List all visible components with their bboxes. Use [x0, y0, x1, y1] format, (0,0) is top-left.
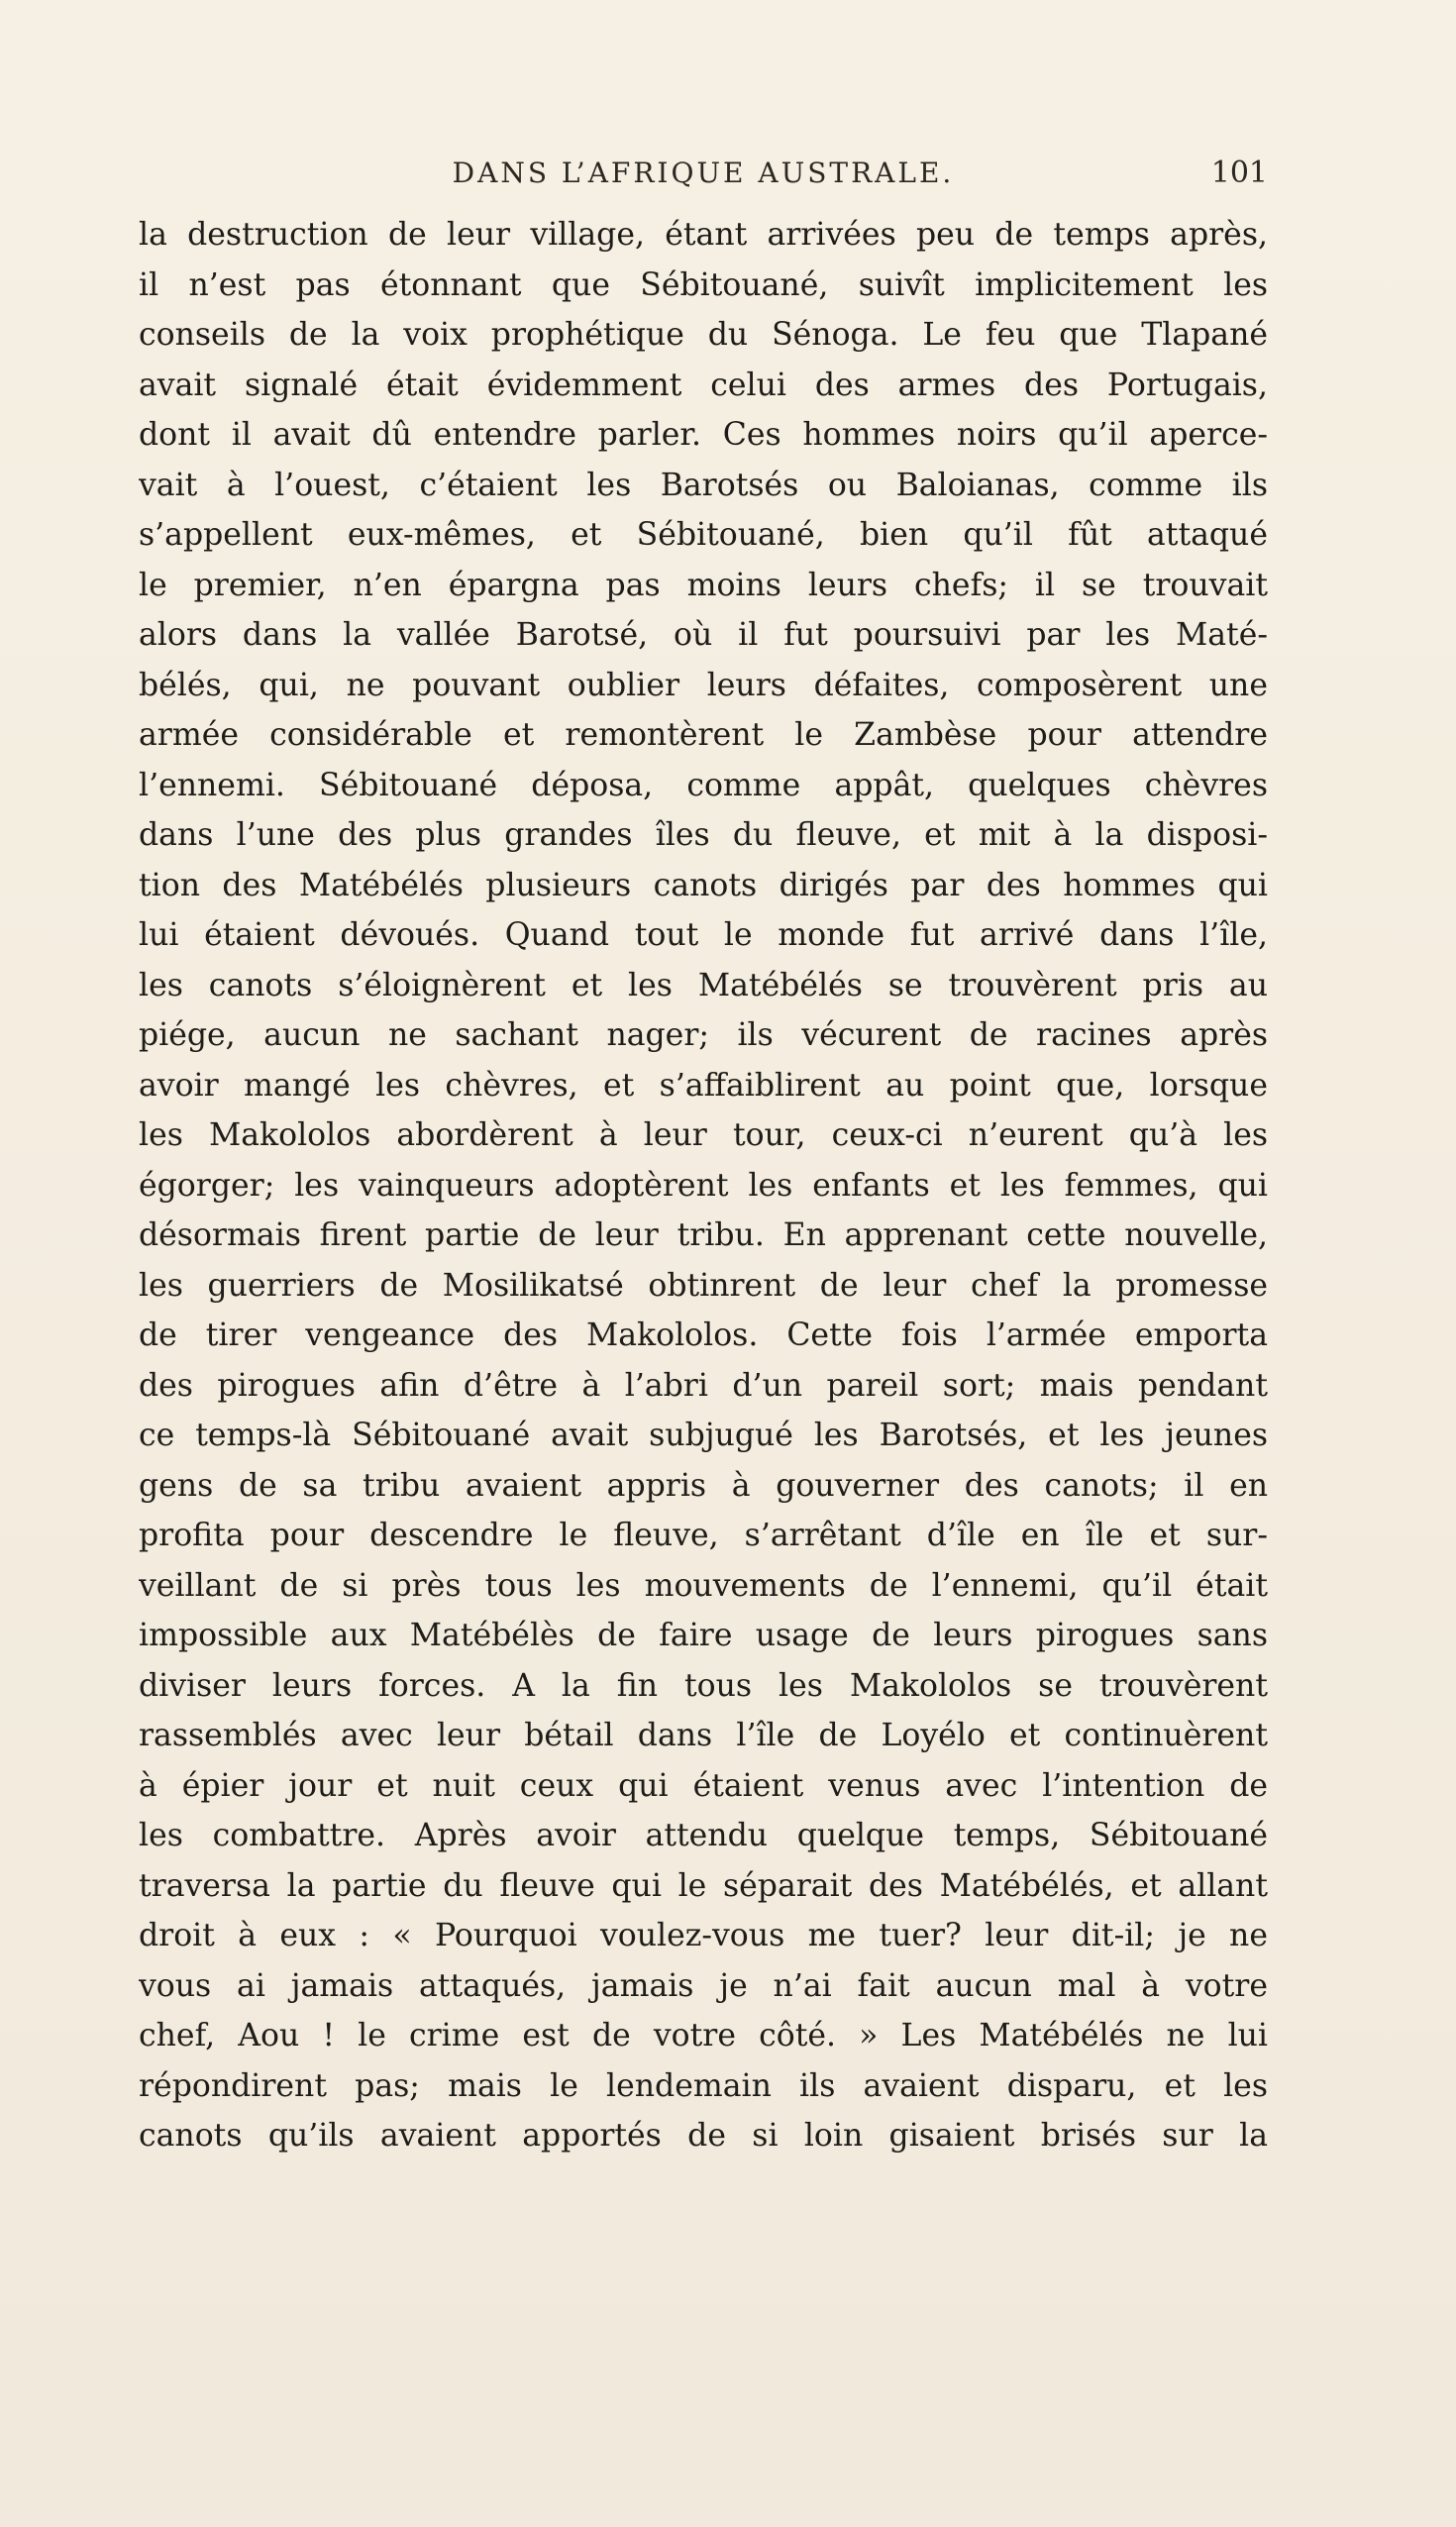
page-number: 101 [1210, 156, 1268, 190]
text-line: à épier jour et nuit ceux qui étaient venus avec l’intention de [139, 1767, 1268, 1804]
text-line: les Makololos abordèrent à leur tour, ceux-ci n’eurent qu’à les [139, 1117, 1268, 1153]
running-head [139, 149, 1268, 198]
text-line: piége, aucun ne sachant nager; ils vécurent de racines après [139, 1017, 1268, 1053]
text-line: bélés, qui, ne pouvant oublier leurs défaites, composèrent une [139, 667, 1268, 703]
text-line: dans l’une des plus grandes îles du fleuve, et mit à la disposi- [139, 817, 1268, 853]
text-line: les combattre. Après avoir attendu quelque temps, Sébitouané [139, 1818, 1268, 1853]
text-line: les canots s’éloignèrent et les Matébélés se trouvèrent pris au [139, 967, 1268, 1003]
text-line: avait signalé était évidemment celui des armes des Portugais, [139, 367, 1268, 403]
text-line: vait à l’ouest, c’étaient les Barotsés ou Baloianas, comme ils [139, 467, 1268, 503]
text-line: avoir mangé les chèvres, et s’affaiblirent au point que, lorsque [139, 1067, 1268, 1104]
text-line: dont il avait dû entendre parler. Ces hommes noirs qu’il aperce- [139, 417, 1268, 453]
text-line: profita pour descendre le fleuve, s’arrêtant d’île en île et sur- [139, 1518, 1268, 1553]
text-line: la destruction de leur village, étant arrivées peu de temps après, [139, 217, 1268, 253]
text-line: conseils de la voix prophétique du Sénoga. Le feu que Tlapané [139, 317, 1268, 353]
text-line: impossible aux Matébélès de faire usage de leurs pirogues sans [139, 1618, 1268, 1653]
text-line: traversa la partie du fleuve qui le séparait des Matébélés, et allant [139, 1867, 1268, 1904]
text-line: gens de sa tribu avaient appris à gouverner des canots; il en [139, 1467, 1268, 1504]
text-line: lui étaient dévoués. Quand tout le monde fut arrivé dans l’île, [139, 917, 1268, 953]
text-line: le premier, n’en épargna pas moins leurs chefs; il se trouvait [139, 567, 1268, 603]
text-line: canots qu’ils avaient apportés de si loin gisaient brisés sur la [139, 2118, 1268, 2154]
text-line: égorger; les vainqueurs adoptèrent les enfants et les femmes, qui [139, 1167, 1268, 1204]
text-line: s’appellent eux-mêmes, et Sébitouané, bien qu’il fût attaqué [139, 517, 1268, 553]
text-line: tion des Matébélés plusieurs canots dirigés par des hommes qui [139, 867, 1268, 903]
text-line: de tirer vengeance des Makololos. Cette fois l’armée emporta [139, 1317, 1268, 1353]
text-line: veillant de si près tous les mouvements de l’ennemi, qu’il était [139, 1567, 1268, 1604]
text-line: désormais firent partie de leur tribu. En apprenant cette nouvelle, [139, 1217, 1268, 1253]
text-line: rassemblés avec leur bétail dans l’île de Loyélo et continuèrent [139, 1718, 1268, 1753]
text-line: droit à eux : « Pourquoi voulez-vous me tuer? leur dit-il; je ne [139, 1918, 1268, 1953]
body-text [139, 210, 1268, 2161]
text-line: l’ennemi. Sébitouané déposa, comme appât, quelques chèvres [139, 767, 1268, 803]
text-line: ce temps-là Sébitouané avait subjugué les Barotsés, et les jeunes [139, 1418, 1268, 1453]
text-line: armée considérable et remontèrent le Zambèse pour attendre [139, 717, 1268, 753]
running-title: DANS L’AFRIQUE AUSTRALE. [452, 157, 955, 189]
text-line: chef, Aou ! le crime est de votre côté. » Les Matébélés ne lui [139, 2018, 1268, 2053]
text-line: diviser leurs forces. A la fin tous les Makololos se trouvèrent [139, 1667, 1268, 1704]
text-line: vous ai jamais attaqués, jamais je n’ai fait aucun mal à votre [139, 1967, 1268, 2004]
text-line: les guerriers de Mosilikatsé obtinrent de leur chef la promesse [139, 1267, 1268, 1304]
text-line: il n’est pas étonnant que Sébitouané, suivît implicitement les [139, 266, 1268, 303]
text-line: des pirogues afin d’être à l’abri d’un pareil sort; mais pendant [139, 1367, 1268, 1404]
text-line: répondirent pas; mais le lendemain ils avaient disparu, et les [139, 2067, 1268, 2104]
text-line: alors dans la vallée Barotsé, où il fut poursuivi par les Maté- [139, 617, 1268, 653]
